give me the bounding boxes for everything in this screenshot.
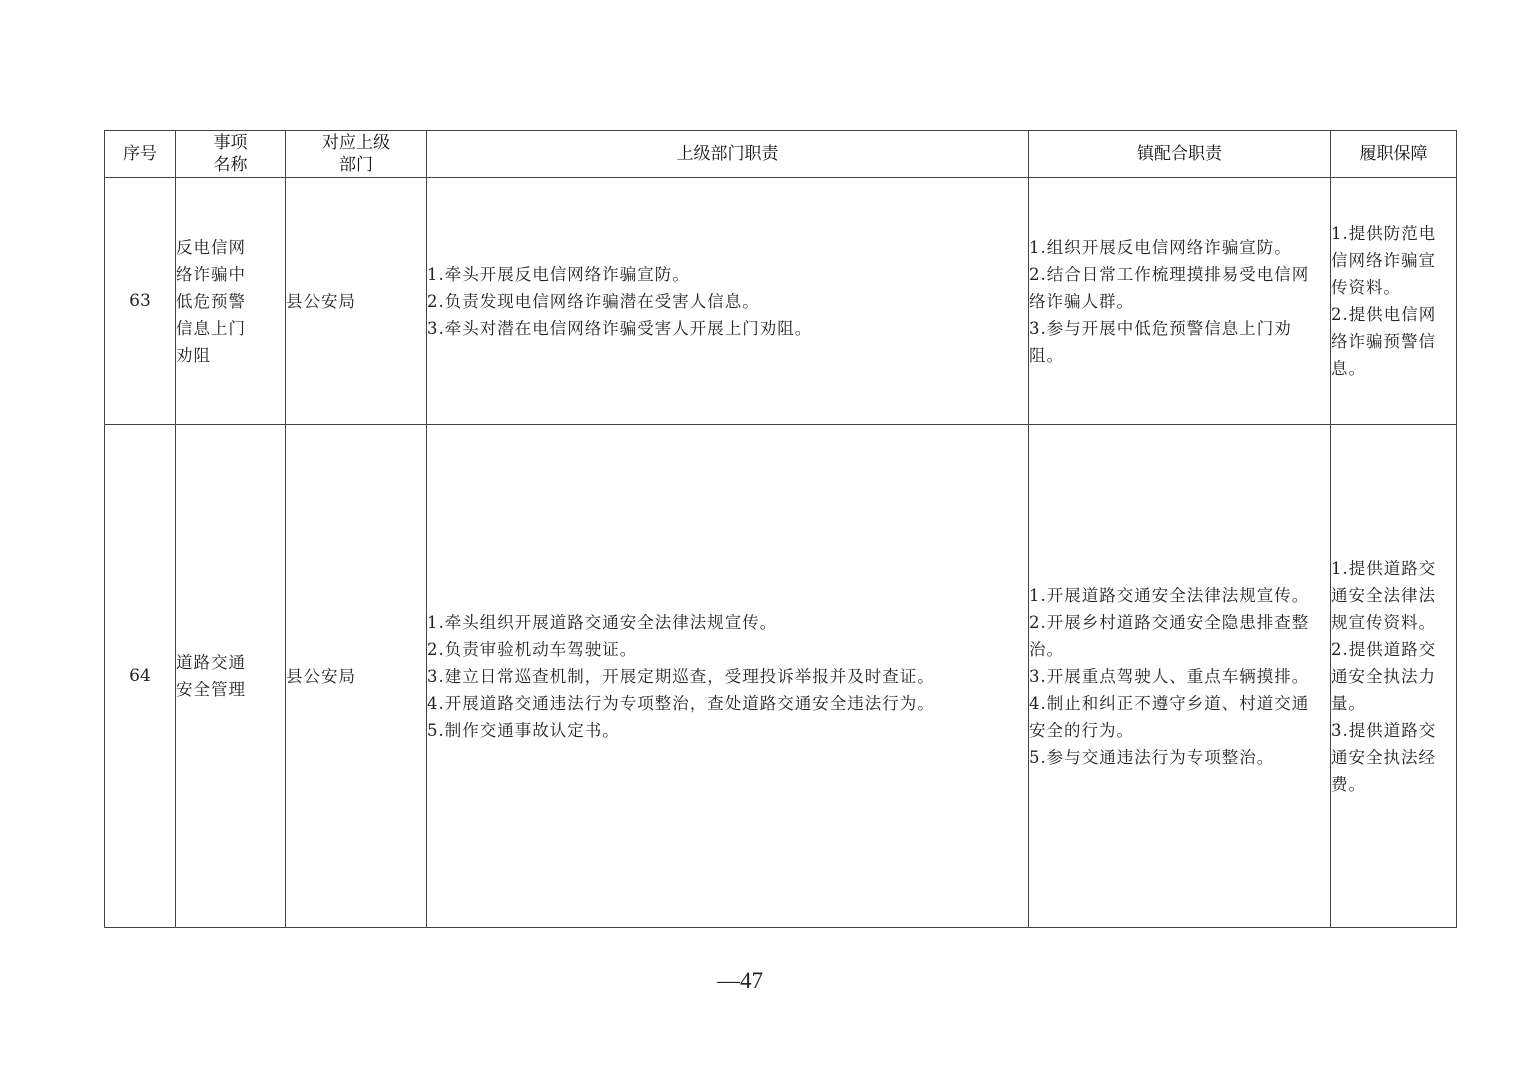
duty-line: 2.负责审验机动车驾驶证。 [427,639,638,659]
duty-line: 1.组织开展反电信网络诈骗宣防。 [1029,237,1292,257]
duty-line: 2.结合日常工作梳理摸排易受电信网络诈骗人群。 [1029,264,1310,311]
row-item-name: 道路交通安全管理 [176,425,286,928]
duty-line: 2.开展乡村道路交通安全隐患排查整治。 [1029,612,1310,659]
header-row [105,131,1457,178]
guarantee-line: 2.提供电信网络诈骗预警信息。 [1331,305,1437,378]
header-no: 序号 [105,131,176,178]
header-upper-duty: 上级部门职责 [427,131,1029,178]
table-row [105,178,1457,425]
row-town-duties [1029,425,1331,928]
header-town-duty: 镇配合职责 [1029,131,1331,178]
duty-line: 1.牵头组织开展道路交通安全法律法规宣传。 [427,612,778,632]
guarantee-line: 1.提供道路交通安全法律法规宣传资料。 [1331,558,1437,632]
row-item-name: 反电信网络诈骗中低危预警信息上门劝阻 [176,178,286,425]
row-dept: 县公安局 [286,425,427,928]
duty-table [104,130,1457,928]
duty-line: 5.制作交通事故认定书。 [427,720,620,740]
guarantee-line: 2.提供道路交通安全执法力量。 [1331,639,1437,713]
header-guarantee: 履职保障 [1331,131,1457,178]
duty-line: 3.参与开展中低危预警信息上门劝阻。 [1029,318,1292,365]
duty-line: 3.建立日常巡查机制，开展定期巡查，受理投诉举报并及时查证。 [427,666,935,686]
page-number: —47 [717,968,763,993]
row-no: 63 [105,178,176,425]
row-guarantees [1331,178,1457,425]
duty-line: 1.牵头开展反电信网络诈骗宣防。 [427,264,690,284]
row-town-duties [1029,178,1331,425]
row-upper-duties [427,178,1029,425]
guarantee-line: 1.提供防范电信网络诈骗宣传资料。 [1331,224,1437,297]
guarantee-line: 3.提供道路交通安全执法经费。 [1331,720,1437,794]
table-row [105,425,1457,928]
duty-line: 4.开展道路交通违法行为专项整治，查处道路交通安全违法行为。 [427,693,935,713]
header-item-name: 事项 名称 [176,131,286,178]
duty-line: 3.牵头对潜在电信网络诈骗受害人开展上门劝阻。 [427,318,813,338]
duty-line: 2.负责发现电信网络诈骗潜在受害人信息。 [427,291,760,311]
duty-line: 3.开展重点驾驶人、重点车辆摸排。 [1029,666,1310,686]
duty-line: 4.制止和纠正不遵守乡道、村道交通安全的行为。 [1029,693,1310,740]
row-guarantees [1331,425,1457,928]
row-no: 64 [105,425,176,928]
duty-line: 1.开展道路交通安全法律法规宣传。 [1029,585,1310,605]
row-upper-duties [427,425,1029,928]
row-dept: 县公安局 [286,178,427,425]
duty-line: 5.参与交通违法行为专项整治。 [1029,747,1275,767]
header-dept: 对应上级 部门 [286,131,427,178]
